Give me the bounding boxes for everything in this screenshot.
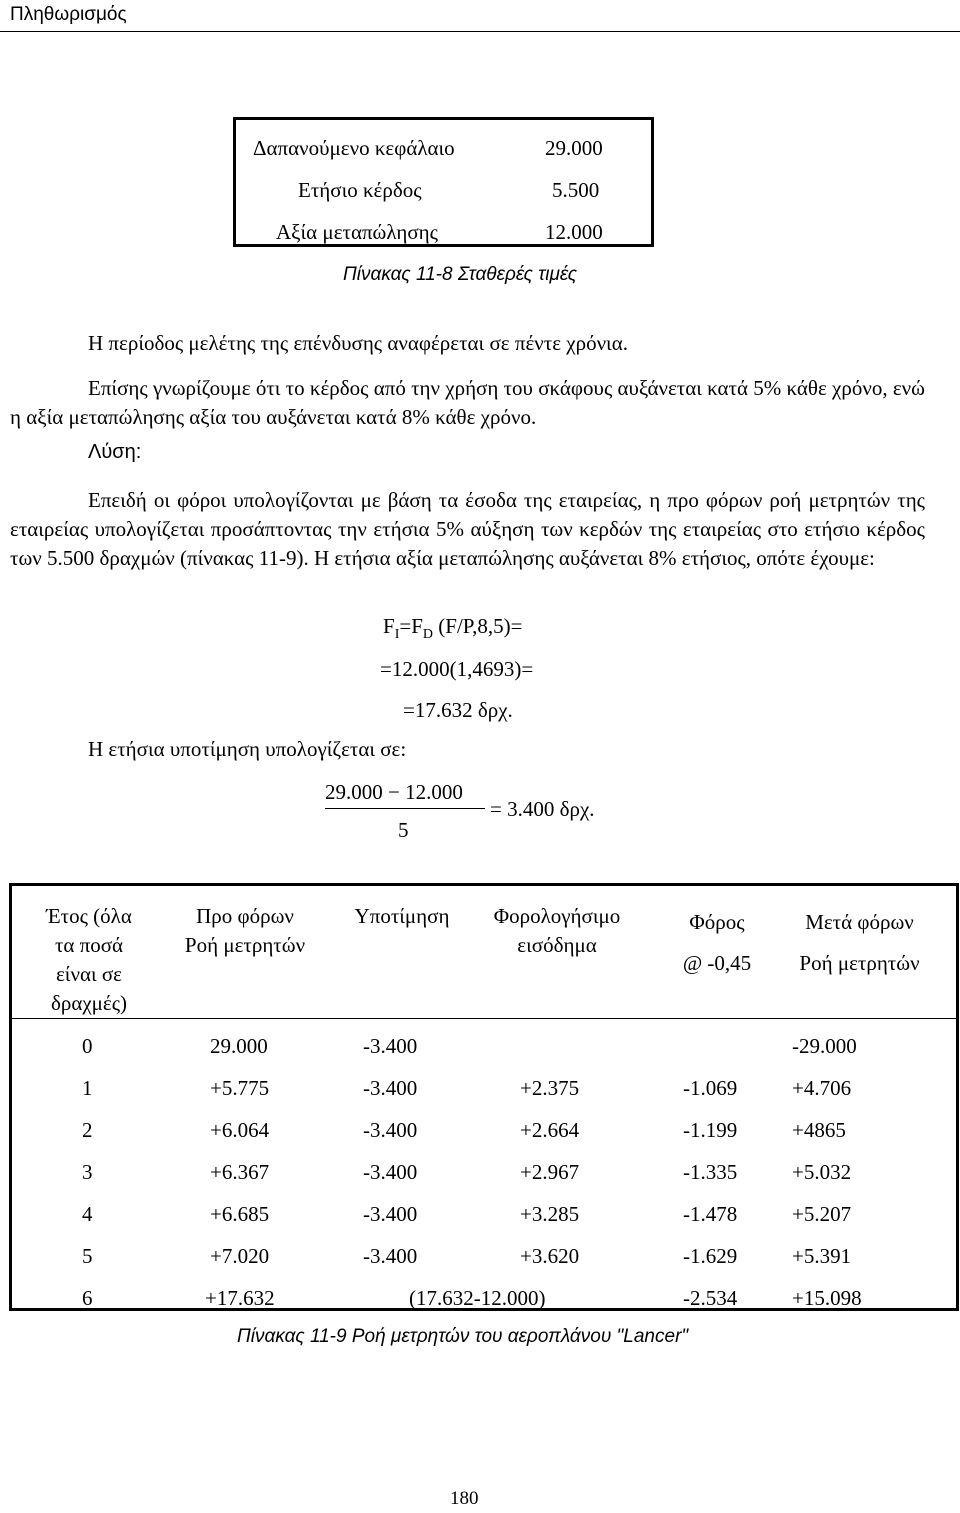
table-cell: 3 — [82, 1160, 93, 1184]
table-cell: 1 — [82, 1076, 93, 1100]
formula-line-2: =12.000(1,4693)= — [380, 657, 534, 681]
fixed-row-value: 29.000 — [545, 136, 603, 160]
fixed-values-caption: Πίνακας 11-8 Σταθερές τιμές — [343, 264, 578, 285]
header-year: Έτος (όλα τα ποσά είναι σε δραχμές) — [46, 904, 132, 1015]
fixed-row-label: Αξία μεταπώλησης — [276, 220, 438, 244]
table-cell: -1.335 — [683, 1160, 738, 1184]
table-cell: -3.400 — [363, 1076, 418, 1100]
table-cell: -3.400 — [363, 1118, 418, 1142]
table-cell: +5.391 — [792, 1244, 852, 1268]
fixed-row-value: 12.000 — [545, 220, 603, 244]
header-taxable-income: Φορολογήσιμο εισόδημα — [493, 904, 621, 957]
fraction-bar — [325, 808, 485, 809]
table-cell: -3.400 — [363, 1160, 418, 1184]
table-cell: +2.375 — [520, 1076, 580, 1100]
table-cell: +4.706 — [792, 1076, 852, 1100]
depreciation-intro: Η ετήσια υποτίμηση υπολογίζεται σε: — [88, 737, 407, 761]
table-header-divider — [12, 1018, 956, 1019]
table-cell: -2.534 — [683, 1286, 738, 1310]
table-cell: -3.400 — [363, 1202, 418, 1226]
table-cell: -29.000 — [792, 1034, 857, 1058]
fraction-numerator: 29.000 − 12.000 — [325, 780, 463, 804]
formula-line-1: $F_I=F_D$ (F/P,8,5)= — [383, 614, 523, 643]
table-cell: +2.664 — [520, 1118, 580, 1142]
header-pretax-cashflow: Προ φόρων Ροή μετρητών — [184, 904, 306, 957]
fixed-row-label: Δαπανούμενο κεφάλαιο — [253, 136, 455, 160]
table-cell: +7.020 — [210, 1244, 270, 1268]
table-cell: -3.400 — [363, 1244, 418, 1268]
table-cell: 0 — [82, 1034, 93, 1058]
header-depreciation: Υποτίμηση — [354, 904, 450, 928]
table-cell: 6 — [82, 1286, 93, 1310]
header-aftertax-cashflow: Μετά φόρων Ροή μετρητών — [799, 910, 920, 975]
fixed-row-value: 5.500 — [552, 178, 600, 202]
page-header-title: Πληθωρισμός — [10, 4, 127, 25]
table-cell: +3.620 — [520, 1244, 580, 1268]
table-cell: -1.069 — [683, 1076, 738, 1100]
table-cell: (17.632-12.000) — [409, 1286, 546, 1310]
table-cell: +5.032 — [792, 1160, 852, 1184]
paragraph-growth: Επίσης γνωρίζουμε ότι το κέρδος από την χρήση του σκάφους αυξάνεται κατά 5% κάθε χρόνο, ενώ η αξία μεταπώλησης αξία του αυξάνεται κατά 8% κάθε χρόνο. — [10, 376, 925, 429]
header-tax: Φόρος @ -0,45 — [682, 910, 752, 975]
paragraph-study-period: Η περίοδος μελέτης της επένδυσης αναφέρεται σε πέντε χρόνια. — [88, 331, 628, 355]
fraction-result: = 3.400 δρχ. — [490, 797, 595, 821]
table-cell: 4 — [82, 1202, 93, 1226]
table-cell: +5.207 — [792, 1202, 852, 1226]
solution-label: Λύση: — [88, 441, 142, 463]
table-cell: -1.478 — [683, 1202, 738, 1226]
table-cell: +5.775 — [210, 1076, 270, 1100]
table-cell: 29.000 — [210, 1034, 268, 1058]
table-cell: +6.685 — [210, 1202, 270, 1226]
header-divider — [0, 31, 960, 32]
formula-line-3: =17.632 δρχ. — [403, 698, 513, 722]
table-cell: +6.367 — [210, 1160, 270, 1184]
table-cell: -1.629 — [683, 1244, 738, 1268]
table-cell: 2 — [82, 1118, 93, 1142]
paragraph-solution: Επειδή οι φόροι υπολογίζονται με βάση τα έσοδα της εταιρείας, η προ φόρων ροή μετρητών της εταιρείας υπολογίζεται προσάπτοντας την ετήσια 5% αύξηση των κερδών της εταιρείας στο ετήσιο κέρδος των 5.500 δραχμών (πίνακας 11-9). Η ετήσια αξία μεταπώλησης αυξάνεται 8% ετήσιος, οπότε έχουμε: — [10, 488, 925, 570]
table-cell: +2.967 — [520, 1160, 580, 1184]
table-cell: -3.400 — [363, 1034, 418, 1058]
table-cell: +17.632 — [205, 1286, 275, 1310]
table-cell: 5 — [82, 1244, 93, 1268]
table-cell: +3.285 — [520, 1202, 580, 1226]
fraction-denominator: 5 — [398, 818, 409, 842]
table-cell: +4865 — [792, 1118, 846, 1142]
fixed-row-label: Ετήσιο κέρδος — [298, 178, 422, 202]
table-cell: -1.199 — [683, 1118, 738, 1142]
cashflow-table-caption: Πίνακας 11-9 Ροή μετρητών του αεροπλάνου "Lancer" — [237, 1326, 689, 1347]
cashflow-table — [9, 883, 959, 1311]
page-number: 180 — [450, 1488, 479, 1509]
table-cell: +6.064 — [210, 1118, 270, 1142]
table-cell: +15.098 — [792, 1286, 862, 1310]
